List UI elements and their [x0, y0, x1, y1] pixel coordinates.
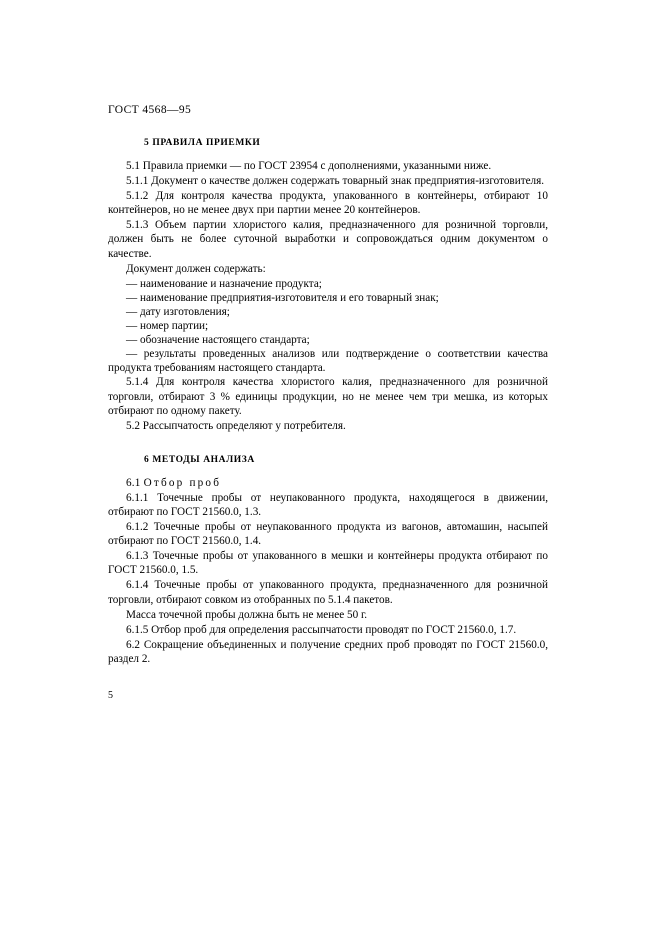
- subsection-heading-6-1: [108, 476, 548, 490]
- paragraph-6-1-2: 6.1.2 Точечные пробы от неупакованного продукта из вагонов, автомашин, насыпей отбирают по ГОСТ 21560.0, 1.4.: [108, 521, 548, 548]
- document-standard-header: ГОСТ 4568—95: [108, 104, 192, 116]
- list-item: — результаты проведенных анализов или подтверждение о соответствии качества продукта требованиям настоящего стандарта.: [108, 348, 548, 375]
- page-content: [108, 104, 548, 667]
- page-number: 5: [108, 690, 113, 701]
- subsection-title-text: Отбор проб: [143, 476, 222, 489]
- paragraph-6-1-1: 6.1.1 Точечные пробы от неупакованного продукта, находящегося в движении, отбирают по ГОСТ 21560.0, 1.3.: [108, 491, 548, 518]
- list-item: — наименование предприятия-изготовителя и его товарный знак;: [126, 291, 439, 304]
- paragraph-sample-mass: Масса точечной пробы должна быть не менее 50 г.: [126, 608, 368, 621]
- paragraph-5-1-2: 5.1.2 Для контроля качества продукта, упакованного в контейнеры, отбирают 10 контейнеров, но не менее двух при партии менее 20 контейнеров.: [108, 190, 548, 217]
- list-item: — дату изготовления;: [126, 305, 230, 318]
- paragraph-document-contents-intro: Документ должен содержать:: [126, 262, 266, 275]
- list-item: — обозначение настоящего стандарта;: [126, 334, 310, 347]
- paragraph-6-1-5: 6.1.5 Отбор проб для определения рассыпчатости проводят по ГОСТ 21560.0, 1.7.: [126, 623, 517, 636]
- paragraph-5-1-3: 5.1.3 Объем партии хлористого калия, предназначенного для розничной торговли, должен быть не более суточной выработки и сопровождаться одним документом о качестве.: [108, 219, 548, 260]
- subsection-number: 6.1: [126, 476, 141, 489]
- paragraph-6-1-4: 6.1.4 Точечные пробы от упакованного продукта, предназначенного для розничной торговли, отбирают совком из отобранных по 5.1.4 пакетов.: [108, 579, 548, 606]
- paragraph-6-2: 6.2 Сокращение объединенных и получение средних проб проводят по ГОСТ 21560.0, раздел 2.: [108, 638, 548, 665]
- list-item: — номер партии;: [126, 320, 209, 333]
- list-item: — наименование и назначение продукта;: [126, 277, 322, 290]
- section-heading-6: 6 МЕТОДЫ АНАЛИЗА: [144, 454, 255, 465]
- paragraph-5-1-1: 5.1.1 Документ о качестве должен содержать товарный знак предприятия-изготовителя.: [126, 175, 545, 188]
- paragraph-5-2: 5.2 Рассыпчатость определяют у потребителя.: [126, 419, 346, 432]
- paragraph-5-1-4: 5.1.4 Для контроля качества хлористого калия, предназначенного для розничной торговли, отбирают 3 % единицы продукции, но не менее чем три мешка, из которых отбирают по одному пакету.: [108, 376, 548, 417]
- paragraph-6-1-3: 6.1.3 Точечные пробы от упакованного в мешки и контейнеры продукта отбирают по ГОСТ 21560.0, 1.5.: [108, 550, 548, 577]
- section-heading-5: 5 ПРАВИЛА ПРИЕМКИ: [144, 138, 261, 148]
- paragraph-5-1: 5.1 Правила приемки — по ГОСТ 23954 с дополнениями, указанными ниже.: [126, 160, 492, 172]
